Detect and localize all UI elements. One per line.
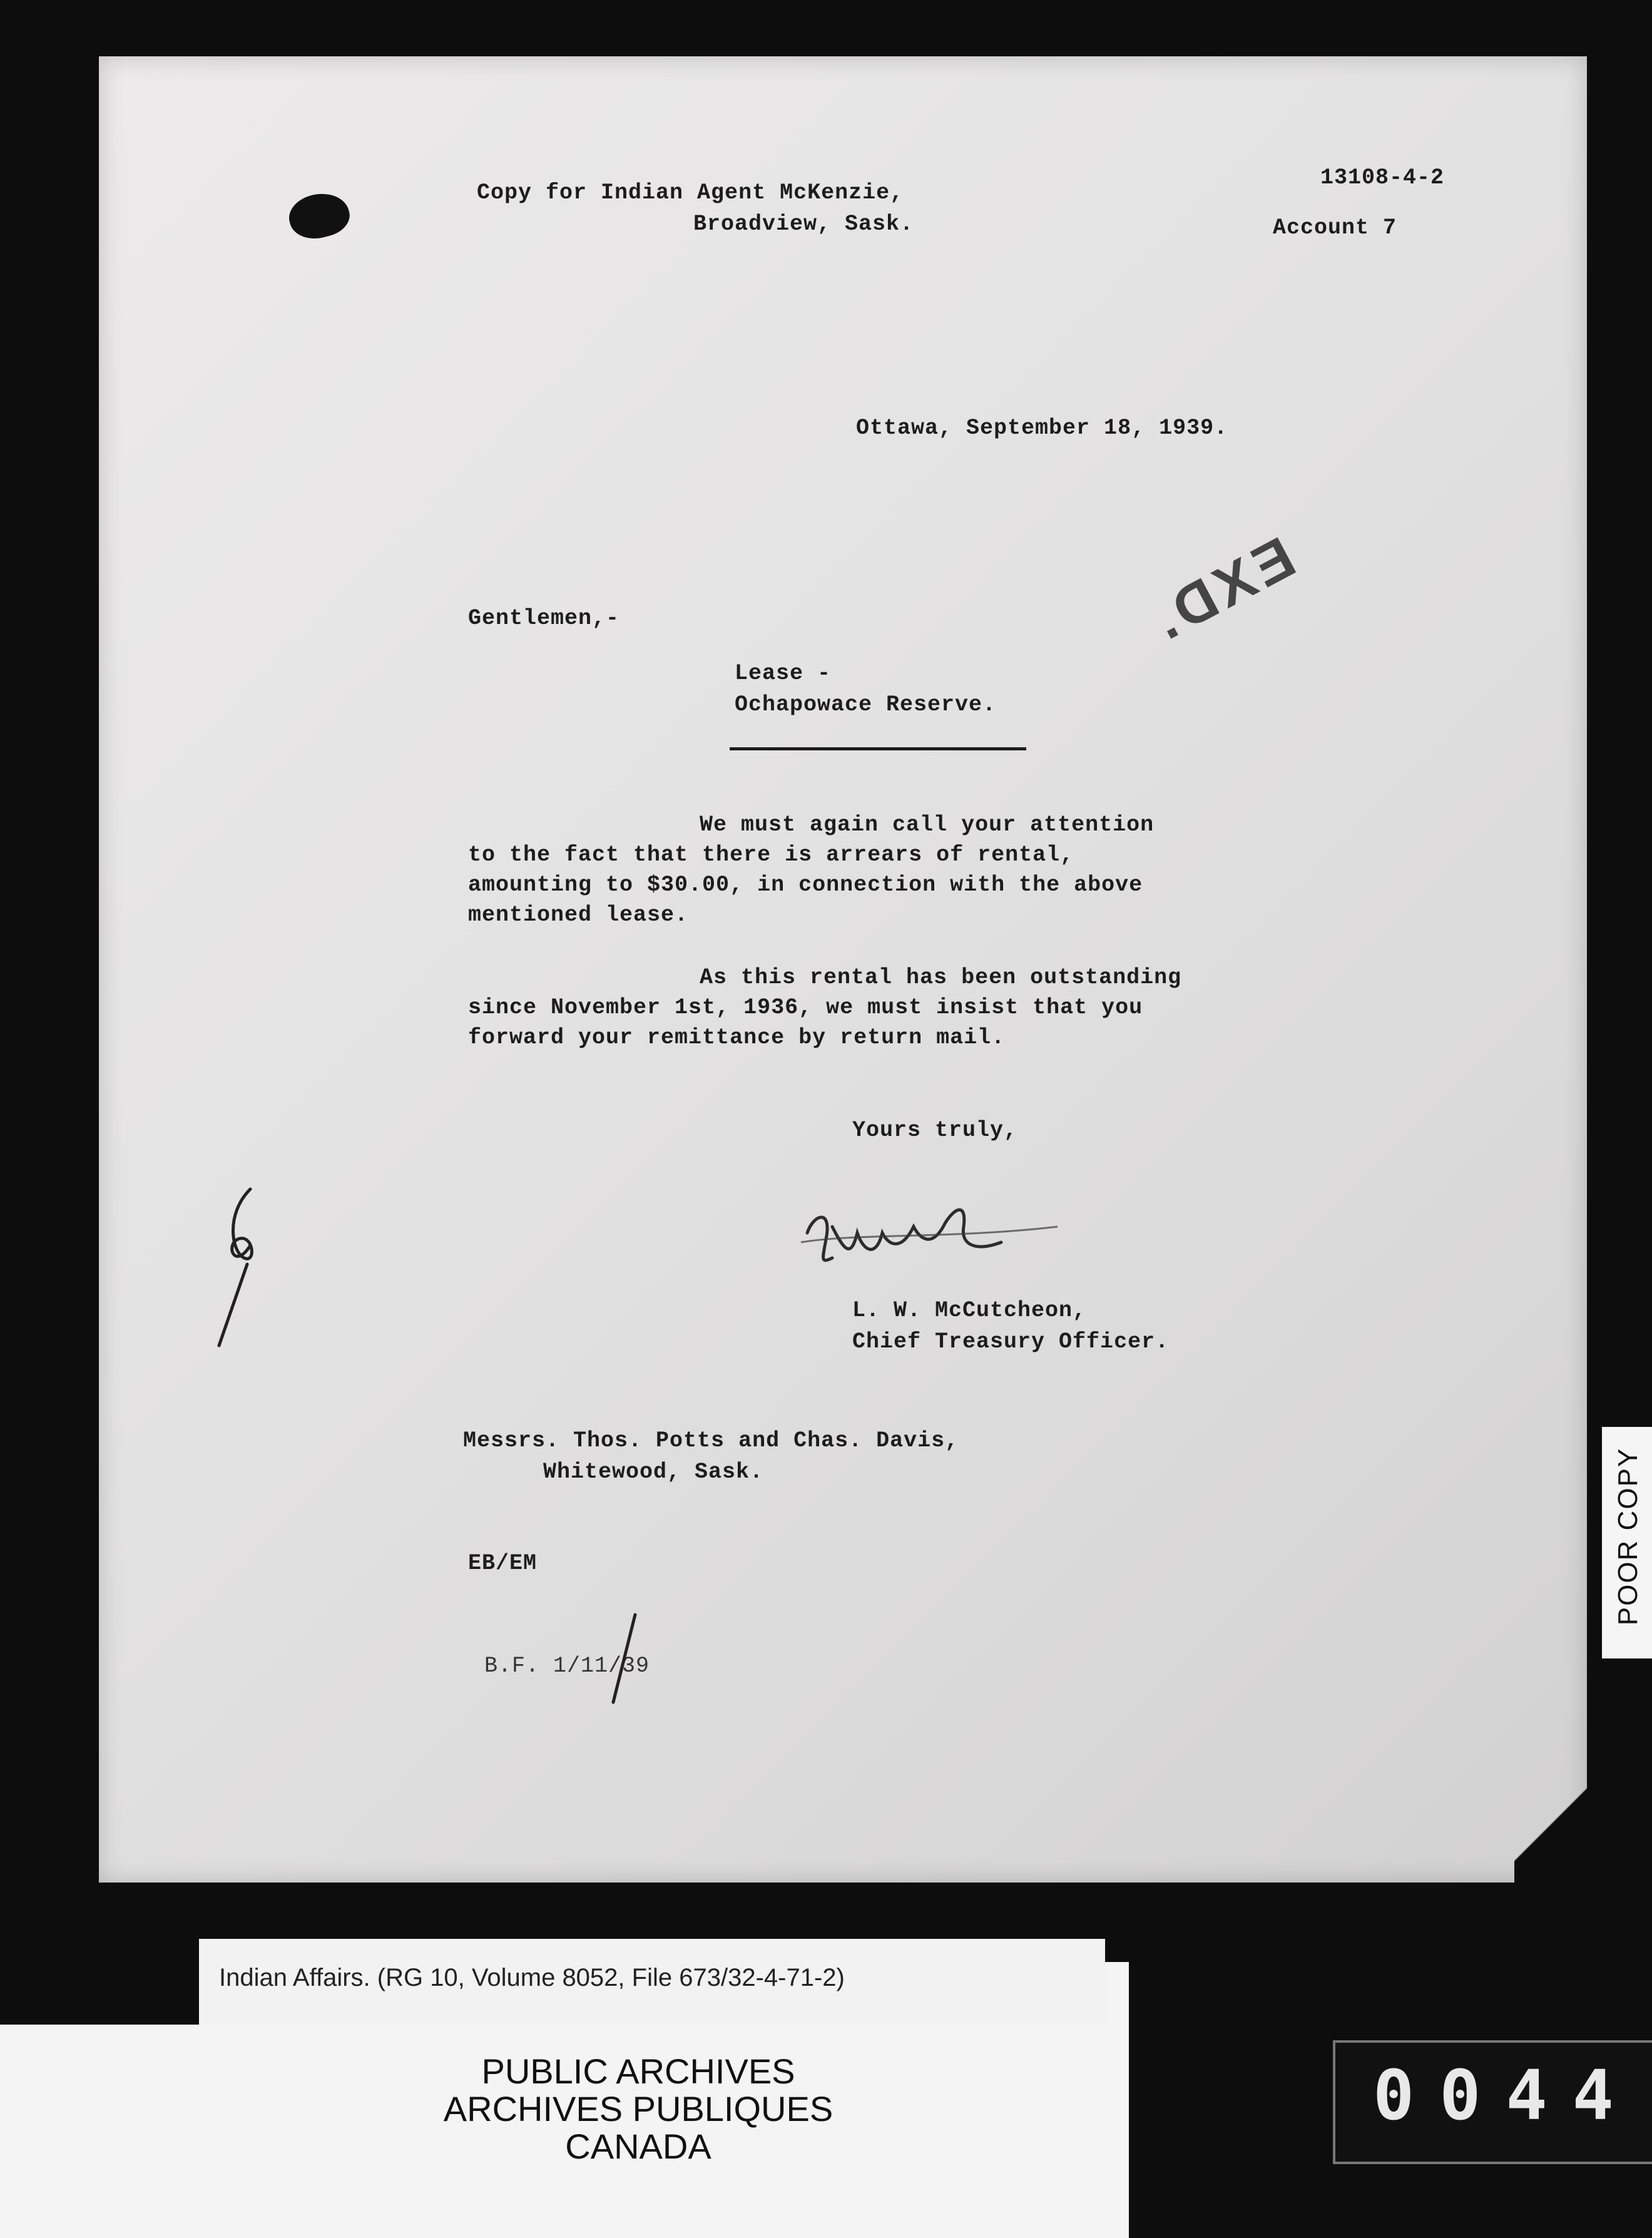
archive-stamp-line-3: CANADA xyxy=(565,2127,711,2166)
frame-counter xyxy=(1333,2040,1652,2164)
body-p2-line1: As this rental has been outstanding xyxy=(700,965,1182,990)
body-p1-line1: We must again call your attention xyxy=(700,812,1155,837)
subject-underline xyxy=(730,747,1026,750)
recipient-line-2: Whitewood, Sask. xyxy=(543,1459,764,1484)
exd-stamp: EXD. xyxy=(1139,525,1306,655)
poor-copy-tag xyxy=(1602,1427,1652,1658)
copy-line-1: Copy for Indian Agent McKenzie, xyxy=(477,180,904,205)
body-p2-line2: since November 1st, 1936, we must insist that you xyxy=(468,995,1143,1020)
body-p1-line2: to the fact that there is arrears of rental, xyxy=(468,842,1074,867)
bf-slash-mark xyxy=(604,1608,641,1709)
salutation: Gentlemen,- xyxy=(468,606,620,631)
margin-checkmark xyxy=(206,1177,263,1352)
signer-title: Chief Treasury Officer. xyxy=(852,1329,1170,1354)
typist-initials: EB/EM xyxy=(468,1551,538,1576)
archive-reference: Indian Affairs. (RG 10, Volume 8052, File 673/32-4-71-2) xyxy=(219,1964,845,1991)
recipient-line-1: Messrs. Thos. Potts and Chas. Davis, xyxy=(463,1428,959,1453)
poor-copy-label: POOR COPY xyxy=(1613,1447,1643,1626)
subject-line-2: Ochapowace Reserve. xyxy=(735,692,997,717)
account-number: Account 7 xyxy=(1273,215,1397,240)
closing: Yours truly, xyxy=(852,1118,1018,1143)
body-p1-line3: amounting to $30.00, in connection with the above xyxy=(468,872,1143,897)
frame-counter-digits: 0044 xyxy=(1373,2055,1639,2135)
subject-line-1: Lease - xyxy=(735,661,832,686)
body-p2-line3: forward your remittance by return mail. xyxy=(468,1025,1006,1050)
signature xyxy=(795,1189,1070,1289)
archive-stamp-line-2: ARCHIVES PUBLIQUES xyxy=(443,2089,834,2128)
body-p1-line4: mentioned lease. xyxy=(468,902,689,927)
copy-line-2: Broadview, Sask. xyxy=(693,212,914,237)
signer-name: L. W. McCutcheon, xyxy=(852,1298,1087,1323)
file-number: 13108-4-2 xyxy=(1320,165,1445,190)
archive-stamp-line-1: PUBLIC ARCHIVES xyxy=(481,2052,795,2091)
archive-label-notch xyxy=(0,1962,200,2025)
page-corner-fold xyxy=(1514,1765,1587,1883)
date-line: Ottawa, September 18, 1939. xyxy=(856,416,1228,441)
bf-note: B.F. 1/11/39 xyxy=(484,1653,650,1678)
